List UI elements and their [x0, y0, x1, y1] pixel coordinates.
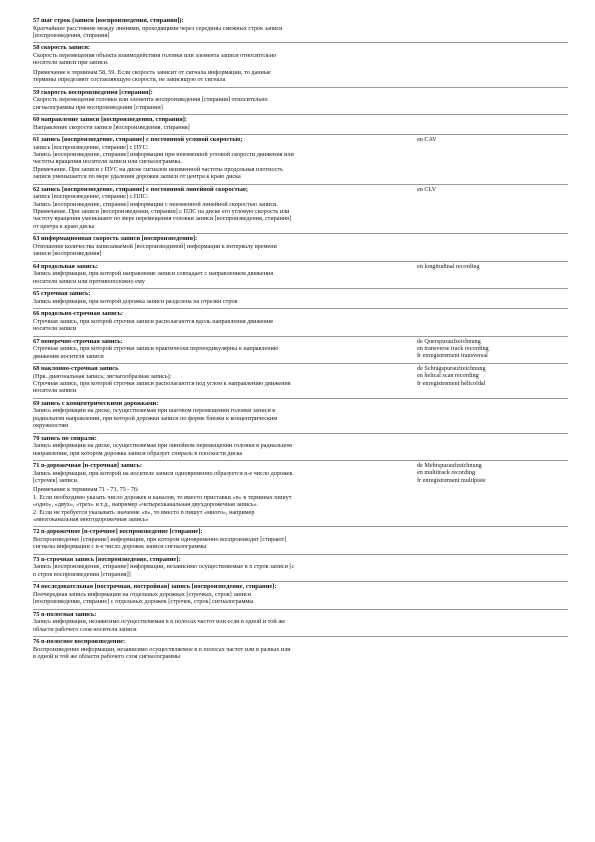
term-entry [33, 609, 568, 636]
term-heading: 76 n-полосное воспроизведение: [33, 638, 126, 645]
definition-line: Запись информации, при которой дорожка записи разделена на отрезки строк [33, 297, 238, 305]
definition-line: [строчек] записи. [33, 476, 79, 484]
equivalent-term: en CAV [417, 136, 437, 144]
term-heading: 66 продольно-строчная запись: [33, 310, 124, 318]
definition-line: записи уменьшается по мере удаления дорожки записи от центра к краю диска [33, 173, 241, 181]
note-line: «одно», «двух», «трех» и т.д., например «четырехканальная двухдорожечная запись». [33, 501, 259, 509]
definition-line: Запись информации, при которой направление записи совпадает с направлением движения [33, 270, 274, 278]
definition-line: Запись [воспроизведение, стирание] информации с неизменной линейной скоростью записи. [33, 200, 278, 208]
foreign-equivalents [417, 462, 567, 484]
definition-line: Примечание. При записи [воспроизведении, стирании] с ПЛС на диске его угловую скорость или [33, 208, 290, 216]
term-definition [33, 536, 413, 551]
definition-line: Строчная запись, при которой строчки записи располагаются вдоль направления движения [33, 317, 273, 325]
definition-line: движения носителя записи [33, 352, 104, 360]
term-entry [33, 554, 568, 581]
term-definition [33, 591, 413, 606]
term-heading: 68 наклонно-строчная запись [33, 364, 119, 372]
term-heading: 70 запись по спирали: [33, 434, 97, 442]
equivalent-term: en longitudinal recording [417, 262, 480, 270]
definition-line: окружностям [33, 422, 69, 430]
definition-line: носителя записи [33, 387, 77, 395]
definition-line: Примечание. При записи с ПУС на диске сигналов неизменной частоты продольная плотность [33, 165, 283, 173]
equivalent-term: en helical scan recording [417, 372, 479, 380]
definition-line: Скорость перемещения головки или элемента воспроизведения [стирания] относительно [33, 96, 268, 104]
definition-line: запись [воспроизведение, стирание] с ПУС: [33, 143, 149, 151]
equivalent-term: de Schrägspuraufzeichnung [417, 364, 486, 372]
definition-line: Направление скорости записи [воспроизведения, стирания] [33, 123, 190, 131]
definition-line: частоты вращения носителя записи или сигналограммы. [33, 158, 182, 166]
term-heading: 74 последовательная [построчная, постройная] запись [воспроизведение, стирание]: [33, 583, 277, 591]
term-definition [33, 25, 413, 40]
foreign-equivalents [417, 263, 567, 270]
definition-line: Запись информации на диске, осуществляемая при шаговом перемещении головки записи в [33, 407, 276, 415]
definition-line: Запись информации, при которой на носителе записи одновременно образуется n-е число дорожек [33, 469, 293, 477]
term-definition [33, 96, 413, 111]
definition-line: от центра к краю диска [33, 222, 95, 230]
definition-line: n строк воспроизведения [стирания]] [33, 570, 131, 578]
definition-line: Скорость перемещения объекта взаимодействия головки или элемента записи относительно [33, 52, 277, 59]
definition-line: сигналы информации с n-е число дорожек записи сигналограммы [33, 543, 207, 551]
term-entry [33, 261, 568, 288]
term-heading: 71 n-дорожечная [n-строчная] запись: [33, 461, 142, 469]
term-definition [33, 144, 413, 181]
definition-line: частоту вращения уменьшают по мере перемещения головки записи [воспроизведения, стирания] [33, 215, 292, 223]
note-line: Примечание к терминам 58, 59. Если скорость зависит от сигнала информации, то данные [33, 68, 271, 76]
term-entry [33, 42, 568, 86]
foreign-equivalents [417, 186, 567, 193]
term-definition [33, 124, 413, 131]
note-line: Примечание к терминам 71 - 73, 75 - 76: [33, 486, 139, 494]
document-page [33, 16, 568, 663]
term-heading: 65 строчная запись: [33, 290, 91, 298]
equivalent-term: en multitrack recording [417, 469, 476, 477]
definition-line: запись [воспроизведение, стирание] с ПЛС: [33, 193, 149, 201]
definition-line: Строчная запись, при которой строчки записи практически перпендикулярны к направлению [33, 345, 279, 353]
term-heading: 58 скорость записи: [33, 44, 91, 52]
term-definition [33, 193, 413, 230]
definition-line: области рабочего слоя носителя записи [33, 625, 137, 633]
term-entry [33, 363, 568, 398]
term-definition [33, 318, 413, 333]
definition-line: (Нрк. диагональная запись; зигзагообразная запись): [33, 372, 172, 380]
definition-line: записи [воспроизведения] [33, 250, 102, 258]
term-definition [33, 298, 413, 305]
definition-line: носителя записи при записи. [33, 59, 109, 67]
term-definition [33, 563, 413, 578]
term-note [33, 486, 413, 523]
definition-line: носителя записи [33, 325, 77, 333]
definition-line: Воспроизведение информации, независимо осуществляемое в n полосах частот или в разных или [33, 645, 291, 653]
note-line: 1. Если необходимо указать число дорожек и каналов, то вместо приставки «n» в терминах пишут [33, 493, 292, 501]
equivalent-term: de Mehrspuraufzeichnung [417, 461, 482, 469]
term-entry [33, 398, 568, 433]
definition-line: сигналограммы при воспроизведении [стирании] [33, 103, 163, 111]
definition-line: Запись информации, независимо осуществляемая в n полосах частот или если в одной и той же [33, 618, 286, 626]
definition-line: радиальном направлении, при которой дорожки записи по форме близки к концентрическим [33, 414, 278, 422]
term-definition [33, 243, 413, 258]
term-heading: 62 запись [воспроизведение, стирание] с постоянной линейной скоростью; [33, 185, 249, 193]
definition-line: [воспроизведение, стирание] с отдельных дорожек [строчек, строк] сигналограммы [33, 598, 254, 606]
definition-line: Запись информации на диске, осуществляемая при линейном перемещении головки в радиальном [33, 442, 292, 450]
term-entry [33, 114, 568, 134]
term-definition [33, 373, 413, 395]
definition-line: Отношение количества записываемой [воспроизводимой] информации к интервалу времени [33, 242, 277, 250]
term-definition [33, 646, 413, 661]
equivalent-term: en transverse track recording [417, 344, 489, 352]
term-heading: 73 n-строчная запись [воспроизведение, стирание]: [33, 555, 181, 563]
term-entry [33, 184, 568, 234]
definition-line: Запись [воспроизведение, стирание] информации, независимо осуществляемые в n строк записи [с [33, 563, 295, 571]
term-entry [33, 636, 568, 663]
definition-line: Воспроизведение [стирание] информации, при котором одновременно воспроизводят [стирают] [33, 535, 287, 543]
term-definition [33, 442, 413, 457]
term-entry [33, 581, 568, 608]
term-definition [33, 345, 413, 360]
term-entry [33, 433, 568, 460]
note-line: 2. Если не требуется указывать значение «n», то вместо n пишут «много», например [33, 508, 255, 516]
term-entry [33, 308, 568, 335]
definition-line: Строчная запись, при которой строчки записи располагаются под углом к направлению движения [33, 379, 291, 387]
term-definition [33, 270, 413, 285]
term-definition [33, 407, 413, 429]
term-heading: 57 шаг строк (записи [воспроизведения, стирания]): [33, 17, 184, 24]
term-heading: 59 скорость воспроизведения [стирания]: [33, 88, 153, 96]
definition-line: носителя записи или противоположно ему [33, 277, 145, 285]
term-entry [33, 134, 568, 184]
term-entry [33, 87, 568, 114]
term-definition [33, 470, 413, 485]
definition-line: Поочередная запись информации на отдельных дорожках [строчках, строк] записи [33, 590, 252, 598]
term-heading: 72 n-дорожечное [n-строчное] воспроизведение [стирание]: [33, 528, 203, 536]
note-line: «многоканальная многодорожечная запись» [33, 515, 149, 523]
term-entry [33, 336, 568, 363]
definition-line: в одной и той же области рабочего слоя сигналограммы [33, 653, 181, 660]
definition-line: [воспроизведения, стирания] [33, 32, 110, 39]
definition-line: Кратчайшее расстояние между линиями, проходящими через середины смежных строк записи [33, 24, 283, 32]
term-heading: 64 продольная запись: [33, 262, 98, 270]
foreign-equivalents [417, 365, 567, 387]
equivalent-term: fr enregistrement multipiste [417, 476, 486, 484]
term-heading: 61 запись [воспроизведение, стирание] с постоянной угловой скоростью; [33, 136, 243, 144]
term-heading: 63 информационная скорость записи [воспроизведения]: [33, 235, 198, 243]
foreign-equivalents [417, 136, 567, 143]
note-line: термины определяют составляющую скорости, не зависящую от сигнала [33, 76, 226, 84]
term-entry [33, 16, 568, 42]
foreign-equivalents [417, 338, 567, 360]
definition-line: Запись [воспроизведение, стирание] информации при неизменной угловой скорости движения или [33, 151, 294, 159]
term-entry [33, 288, 568, 308]
term-heading: 75 n-полосная запись: [33, 610, 97, 618]
term-definition [33, 52, 413, 67]
term-definition [33, 618, 413, 633]
term-entry [33, 526, 568, 553]
equivalent-term: fr enregistrement hélicoïdal [417, 379, 486, 387]
term-heading: 69 запись с концентрическими дорожками: [33, 399, 159, 407]
term-heading: 67 поперечно-строчная запись: [33, 337, 123, 345]
term-heading: 60 направление записи [воспроизведения, стирания]: [33, 116, 187, 124]
term-entry [33, 460, 568, 526]
term-entry [33, 233, 568, 260]
term-note [33, 69, 413, 84]
definition-line: направлении, при котором дорожка записи образует спираль в плоскости диска [33, 449, 243, 457]
equivalent-term: fr enregistrement transversal [417, 352, 488, 360]
equivalent-term: en CLV [417, 185, 437, 193]
equivalent-term: de Querspuraufzeichnung [417, 337, 481, 345]
